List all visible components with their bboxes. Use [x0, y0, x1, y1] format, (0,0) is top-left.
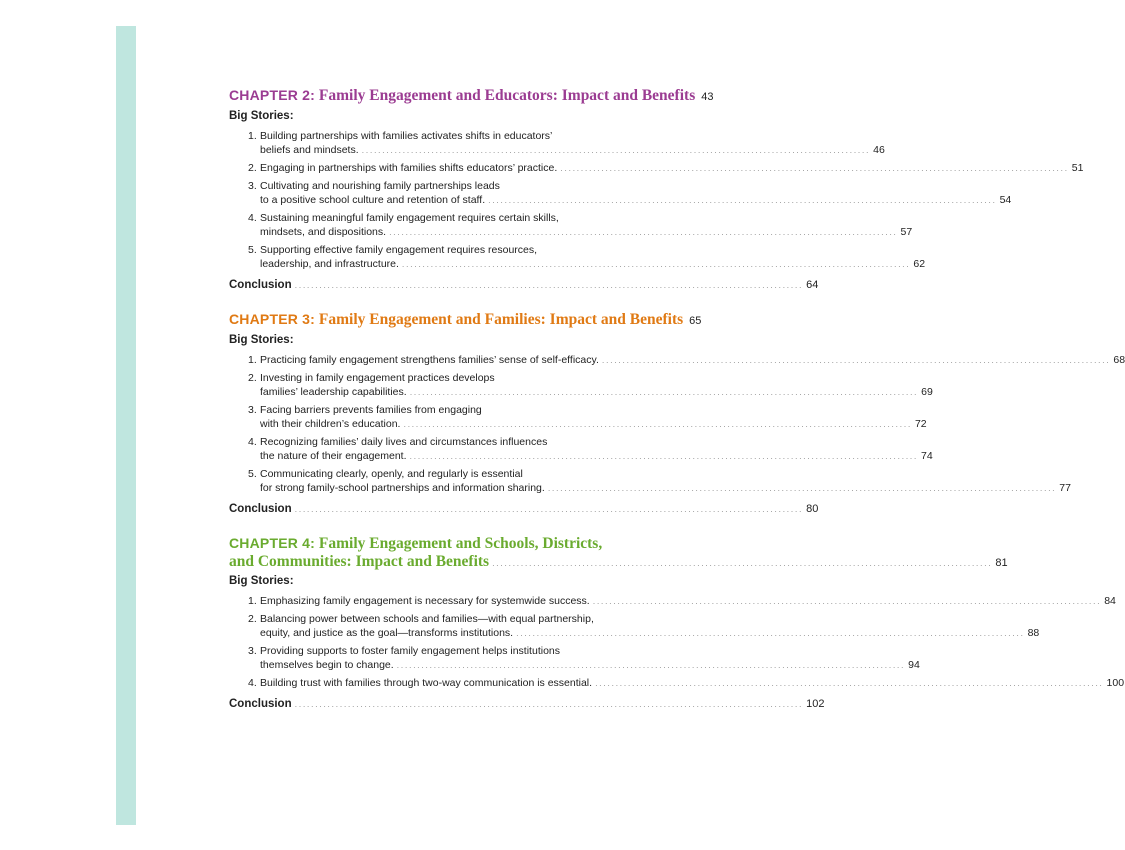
conclusion-page: 64: [806, 279, 819, 291]
dot-leader: ............................................................................................................................: [516, 628, 1025, 638]
entry-page: 72: [914, 418, 927, 430]
chapter-3-label: CHAPTER 3:: [229, 311, 316, 327]
dot-leader: ............................................................................................................................: [601, 355, 1111, 365]
big-stories-heading: Big Stories:: [229, 334, 294, 346]
entry-page: 62: [913, 258, 926, 270]
big-stories-heading: Big Stories:: [229, 110, 294, 122]
toc-entry[interactable]: [248, 211, 913, 239]
entry-page: 54: [999, 194, 1012, 206]
entry-number: 1.: [248, 354, 257, 366]
chapter-2-label: CHAPTER 2:: [229, 87, 316, 103]
entry-number: 5.: [248, 244, 257, 256]
chapter-3-heading[interactable]: [229, 310, 702, 330]
entry-text: Communicating clearly, openly, and regularly is essential: [260, 468, 523, 480]
entry-number: 4.: [248, 212, 257, 224]
entry-text: Investing in family engagement practices develops: [260, 372, 495, 384]
toc-entry[interactable]: [248, 676, 1125, 690]
entry-text: Providing supports to foster family engagement helps institutions: [260, 645, 560, 657]
entry-page: 77: [1059, 482, 1071, 494]
dot-leader: ............................................................................................................................: [403, 419, 912, 429]
toc-entry[interactable]: [248, 403, 927, 431]
entry-text: Recognizing families’ daily lives and circumstances influences: [260, 436, 548, 448]
dot-leader: ............................................................................................................................: [409, 451, 918, 461]
entry-page: 46: [873, 144, 885, 156]
dot-leader: ............................................................................................................................: [294, 699, 804, 709]
entry-page: 57: [900, 226, 913, 238]
entry-text: Engaging in partnerships with families shifts educators’ practice.: [260, 162, 558, 174]
conclusion-entry[interactable]: [229, 277, 819, 293]
entry-page: 68: [1113, 354, 1125, 366]
conclusion-label: Conclusion: [229, 503, 292, 515]
chapter-4-title-cont: and Communities: Impact and Benefits: [229, 553, 490, 570]
toc-entry[interactable]: [248, 612, 1040, 640]
entry-text: Cultivating and nourishing family partnerships leads: [260, 180, 500, 192]
chapter-4-title: Family Engagement and Schools, Districts,: [318, 535, 603, 552]
table-of-contents: [229, 86, 1125, 729]
chapter-2-title: Family Engagement and Educators: Impact and Benefits: [318, 87, 696, 104]
entry-text: Building trust with families through two-way communication is essential.: [260, 677, 593, 689]
chapter-3-page: 65: [689, 315, 702, 327]
dot-leader: ............................................................................................................................: [488, 195, 997, 205]
conclusion-label: Conclusion: [229, 698, 292, 710]
chapter-3-title: Family Engagement and Families: Impact and Benefits: [318, 311, 684, 328]
entry-text: equity, and justice as the goal—transforms institutions.: [260, 627, 514, 639]
dot-leader: ............................................................................................................................: [396, 660, 906, 670]
entry-text: Balancing power between schools and families—with equal partnership,: [260, 613, 594, 625]
chapter-4-heading[interactable]: [229, 534, 1008, 571]
entry-page: 94: [908, 659, 920, 671]
dot-leader: ............................................................................................................................: [592, 596, 1102, 606]
chapter-4-page: 81: [995, 557, 1008, 569]
entry-text: Sustaining meaningful family engagement requires certain skills,: [260, 212, 559, 224]
entry-text: the nature of their engagement.: [260, 450, 407, 462]
toc-entry[interactable]: [248, 129, 885, 157]
entry-page: 84: [1104, 595, 1116, 607]
toc-entry[interactable]: [248, 371, 933, 399]
toc-entry[interactable]: [248, 161, 1084, 175]
entry-text: to a positive school culture and retention of staff.: [260, 194, 486, 206]
entry-number: 3.: [248, 645, 257, 657]
dot-leader: ............................................................................................................................: [361, 145, 871, 155]
dot-leader: ............................................................................................................................: [547, 483, 1057, 493]
entry-number: 1.: [248, 130, 257, 142]
entry-page: 74: [921, 450, 933, 462]
entry-page: 69: [921, 386, 933, 398]
conclusion-entry[interactable]: [229, 501, 819, 517]
toc-entry[interactable]: [248, 243, 926, 271]
dot-leader: ............................................................................................................................: [595, 678, 1104, 688]
entry-number: 2.: [248, 372, 257, 384]
entry-number: 3.: [248, 404, 257, 416]
toc-entry[interactable]: [248, 179, 1012, 207]
entry-text: with their children’s education.: [260, 418, 401, 430]
entry-text: families’ leadership capabilities.: [260, 386, 407, 398]
entry-text: Supporting effective family engagement requires resources,: [260, 244, 538, 256]
toc-entry[interactable]: [248, 594, 1116, 608]
dot-leader: ............................................................................................................................: [294, 280, 804, 290]
dot-leader: ............................................................................................................................: [389, 227, 898, 237]
entry-number: 5.: [248, 468, 257, 480]
entry-text: Building partnerships with families activates shifts in educators’: [260, 130, 553, 142]
conclusion-label: Conclusion: [229, 279, 292, 291]
dot-leader: ..........................................................................................................................: [492, 558, 993, 568]
entry-number: 2.: [248, 162, 257, 174]
entry-number: 4.: [248, 677, 257, 689]
toc-entry[interactable]: [248, 644, 920, 672]
dot-leader: ............................................................................................................................: [294, 504, 804, 514]
entry-page: 100: [1106, 677, 1125, 689]
dot-leader: ............................................................................................................................: [401, 259, 911, 269]
conclusion-page: 102: [806, 698, 825, 710]
entry-number: 4.: [248, 436, 257, 448]
decorative-side-band: [116, 26, 136, 825]
dot-leader: ............................................................................................................................: [409, 387, 919, 397]
chapter-2-heading[interactable]: [229, 86, 714, 106]
entry-text: mindsets, and dispositions.: [260, 226, 387, 238]
entry-text: Emphasizing family engagement is necessary for systemwide success.: [260, 595, 590, 607]
entry-text: Practicing family engagement strengthens families’ sense of self-efficacy.: [260, 354, 599, 366]
entry-number: 3.: [248, 180, 257, 192]
toc-entry[interactable]: [248, 467, 1071, 495]
entry-text: Facing barriers prevents families from engaging: [260, 404, 482, 416]
entry-text: for strong family-school partnerships and information sharing.: [260, 482, 545, 494]
toc-entry[interactable]: [248, 435, 933, 463]
entry-text: themselves begin to change.: [260, 659, 394, 671]
entry-page: 51: [1071, 162, 1084, 174]
chapter-4-label: CHAPTER 4:: [229, 535, 316, 551]
entry-text: leadership, and infrastructure.: [260, 258, 399, 270]
entry-number: 1.: [248, 595, 257, 607]
entry-number: 2.: [248, 613, 257, 625]
entry-text: beliefs and mindsets.: [260, 144, 359, 156]
dot-leader: ............................................................................................................................: [560, 163, 1069, 173]
chapter-2-page: 43: [701, 91, 714, 103]
big-stories-heading: Big Stories:: [229, 575, 294, 587]
toc-entry[interactable]: [248, 353, 1125, 367]
entry-page: 88: [1027, 627, 1040, 639]
conclusion-entry[interactable]: [229, 696, 825, 712]
conclusion-page: 80: [806, 503, 819, 515]
